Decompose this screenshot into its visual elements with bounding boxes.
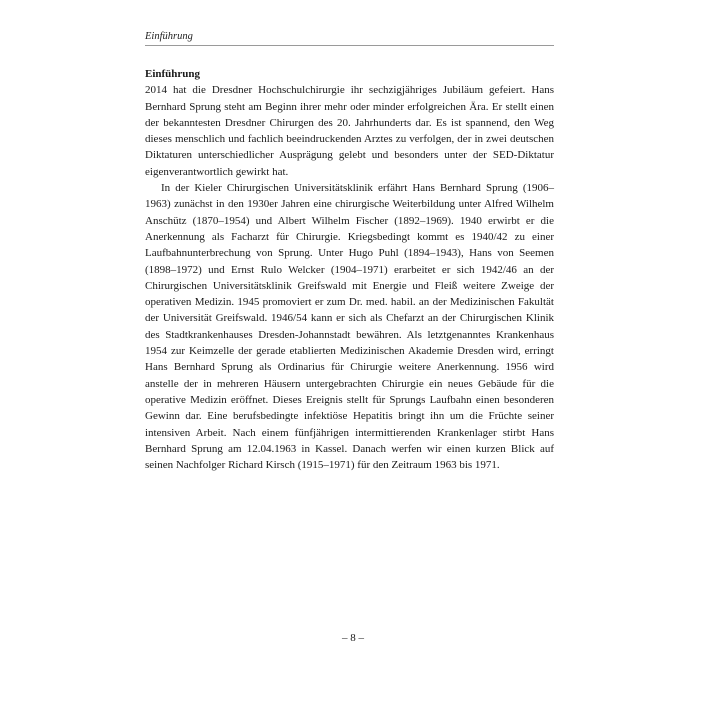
main-text-block	[145, 66, 554, 473]
intro-paragraph: 2014 hat die Dresdner Hochschulchirurgie ihr sechzigjähriges Jubiläum gefeiert. Hans Bernhard Sprung steht am Beginn ihrer mehr oder minder erfolgreichen Ära. Er stellt einen der bekanntesten Dresdner Chirurgen des 20. Jahrhunderts dar. Es ist spannend, den Weg dieses menschlich und fachlich beeindruckenden Arztes zu verfolgen, der in zwei deutschen Diktaturen unterschiedlicher Ausprägung gelebt und besonders unter der SED-Diktatur eigenverantwortlich gewirkt hat.	[145, 84, 554, 178]
body-paragraph: In der Kieler Chirurgischen Universitätsklinik erfährt Hans Bernhard Sprung (1906–1963) zunächst in den 1930er Jahren eine chirurgische Weiterbildung unter Alfred Wilhelm Anschütz (1870–1954) und Albert Wilhelm Fischer (1892–1969). 1940 erwirbt er die Anerkennung als Facharzt für Chirurgie. Kriegsbedingt kommt es 1940/42 zu einer Laufbahnunterbrechung von Sprung. Unter Hugo Puhl (1894–1943), Hans von Seemen (1898–1972) und Ernst Rulo Welcker (1904–1971) erarbeitet er sich 1942/46 an der Chirurgischen Universitätsklinik Greifswald mit Energie und Fleiß weitere Zweige der operativen Medizin. 1945 promoviert er zum Dr. med. habil. an der Medizinischen Fakultät der Universität Greifswald. 1946/54 kann er sich als Chefarzt an der Chirurgischen Klinik des Stadtkrankenhauses Dresden-Johannstadt bewähren. Als letztgenanntes Krankenhaus 1954 zur Keimzelle der gerade etablierten Medizinischen Akademie Dresden wird, erringt Hans Bernhard Sprung als Ordinarius für Chirurgie weitere Anerkennung. 1956 wird anstelle der in mehreren Häusern untergebrachten Chirurgie ein neues Gebäude für die operative Medizin eröffnet. Dieses Ereignis stellt für Sprungs Laufbahn einen besonderen Gewinn dar. Eine berufsbedingte infektiöse Hepatitis bringt ihn um die Früchte seiner intensiven Arbeit. Nach einem fünfjährigen intermittierenden Krankenlager stirbt Hans Bernhard Sprung am 12.04.1963 in Kassel. Danach werfen wir einen kurzen Blick auf seinen Nachfolger Richard Kirsch (1915–1971) für den Zeitraum 1963 bis 1971.	[145, 182, 554, 472]
header-rule	[145, 45, 554, 46]
page-number: – 8 –	[342, 632, 364, 644]
section-heading: Einführung	[145, 68, 201, 80]
running-head-title: Einführung	[145, 31, 193, 42]
